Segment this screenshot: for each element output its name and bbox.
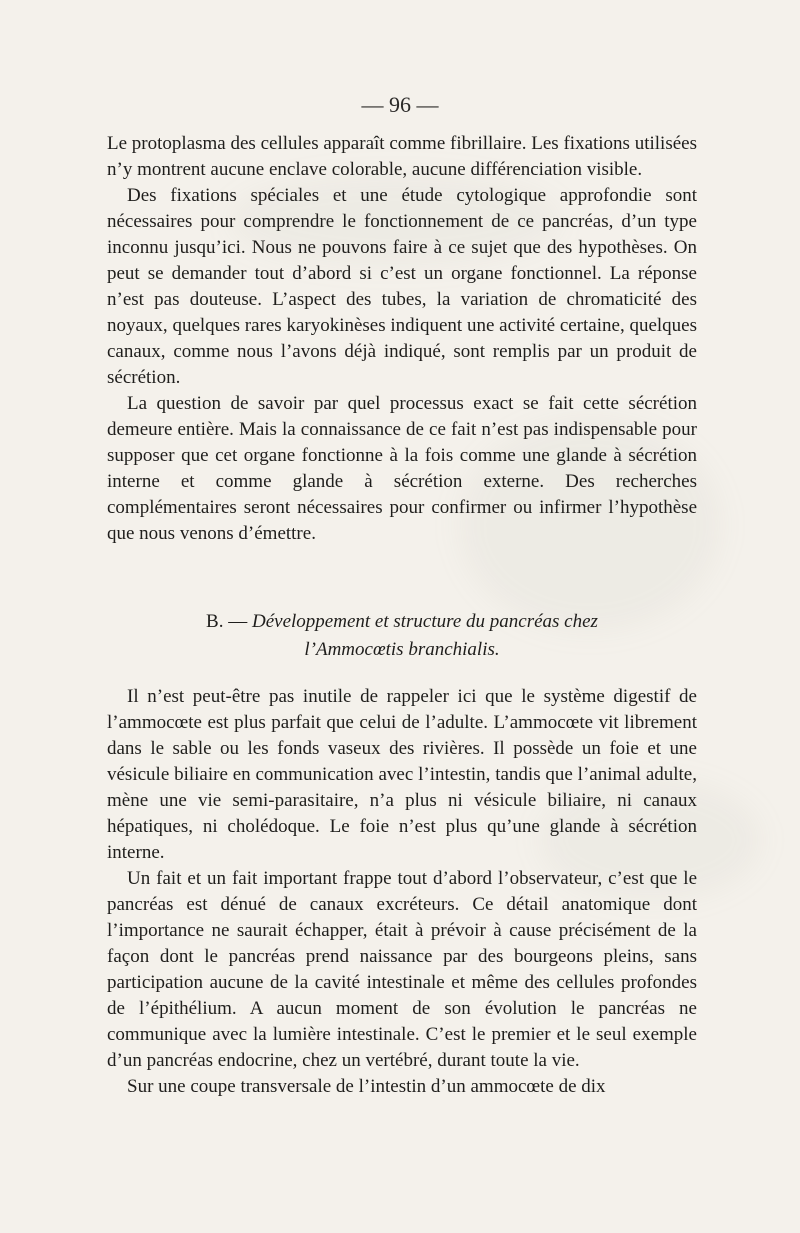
section-heading	[107, 608, 697, 664]
paragraph: Des fixations spéciales et une étude cytologique approfondie sont nécessaires pour comprendre le fonctionnement de ce pancréas, d’un type inconnu jusqu’ici. Nous ne pouvons faire à ce sujet que des hypothèses. On peut se demander tout d’abord si c’est un organe fonctionnel. La réponse n’est pas douteuse. L’aspect des tubes, la variation de chromaticité des noyaux, quelques rares karyokinèses indiquent une activité certaine, quelques canaux, comme nous l’avons déjà indiqué, sont remplis par un produit de sécrétion.	[107, 185, 697, 388]
paragraph: Le protoplasma des cellules apparaît comme fibrillaire. Les fixations utilisées n’y montrent aucune enclave colorable, aucune différenciation visible.	[107, 133, 697, 180]
paragraph: La question de savoir par quel processus exact se fait cette sécrétion demeure entière. Mais la connaissance de ce fait n’est pas indispensable pour supposer que cet organe fonctionne à la fois comme une glande à sécrétion interne et comme glande à sécrétion externe. Des recherches complémentaires seront nécessaires pour confirmer ou infirmer l’hypothèse que nous venons d’émettre.	[107, 393, 697, 544]
section-heading-line-1	[107, 608, 697, 636]
paragraph: Un fait et un fait important frappe tout d’abord l’observateur, c’est que le pancréas est dénué de canaux excréteurs. Ce détail anatomique dont l’importance ne saurait échapper, était à prévoir à cause précisément de la façon dont le pancréas prend naissance par des bourgeons pleins, sans participation aucune de la cavité intestinale et même des cellules profondes de l’épithélium. A aucun moment de son évolution le pancréas ne communique avec la lumière intestinale. C’est le premier et le seul exemple d’un pancréas endocrine, chez un vertébré, durant toute la vie.	[107, 868, 697, 1071]
paragraph: Sur une coupe transversale de l’intestin d’un ammocœte de dix	[127, 1076, 606, 1097]
page-number: — 96 —	[361, 92, 439, 117]
section-title-part-2: l’Ammocœtis branchialis.	[304, 639, 500, 660]
section-label: B. —	[206, 611, 248, 632]
paragraph: Il n’est peut-être pas inutile de rappeler ici que le système digestif de l’ammocœte est plus parfait que celui de l’adulte. L’ammocœte vit librement dans le sable ou les fonds vaseux des rivières. Il possède un foie et une vésicule biliaire en communication avec l’intestin, tandis que l’animal adulte, mène une vie semi-parasitaire, n’a plus ni vésicule biliaire, ni canaux hépatiques, ni cholédoque. Le foie n’est plus qu’une glande à sécrétion interne.	[107, 686, 697, 863]
section-title-part-1: Développement et structure du pancréas chez	[251, 611, 598, 632]
bottom-text-block	[107, 684, 697, 1100]
top-text-block	[107, 131, 697, 547]
